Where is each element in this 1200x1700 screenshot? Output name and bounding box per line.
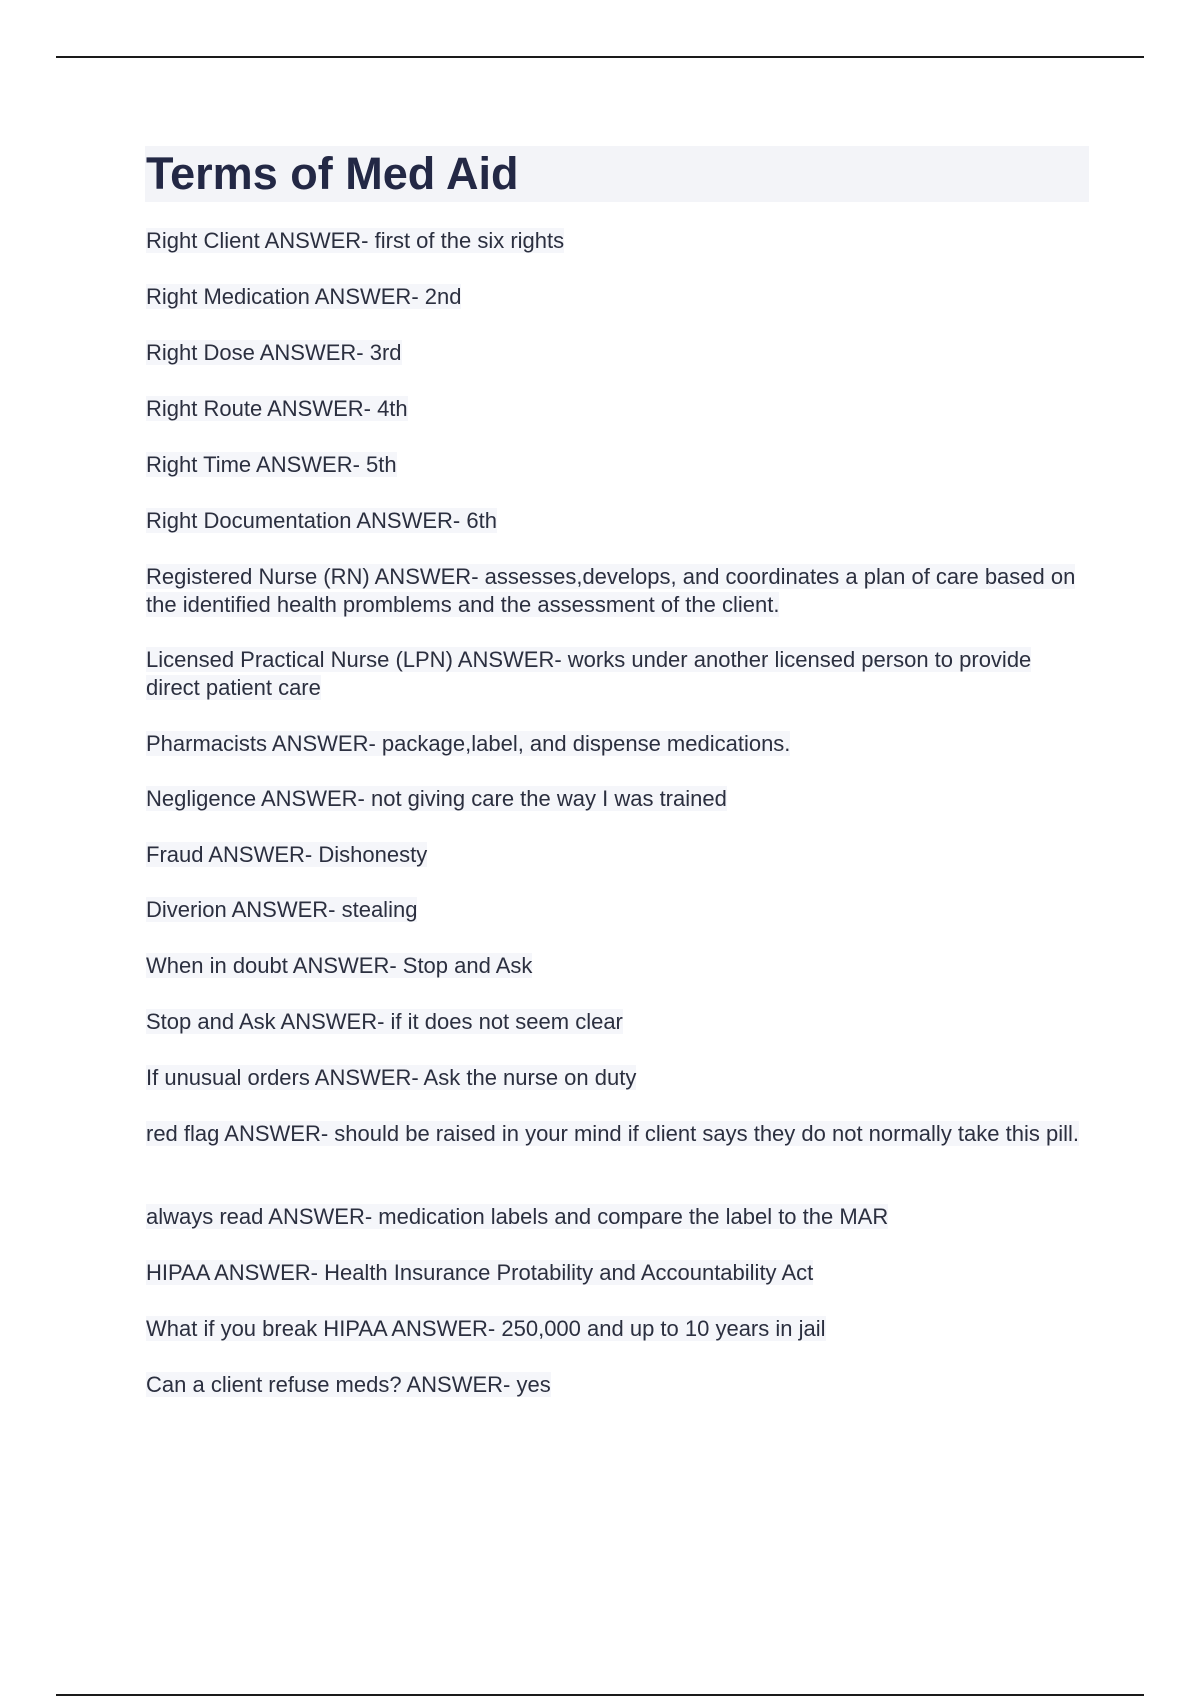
qa-entry-when-in-doubt: When in doubt ANSWER- Stop and Ask [146,953,533,978]
top-rule [56,56,1144,58]
qa-entry-right-documentation: Right Documentation ANSWER- 6th [146,508,497,533]
qa-entry-unusual-orders: If unusual orders ANSWER- Ask the nurse on duty [146,1065,637,1090]
qa-entry-pharmacists: Pharmacists ANSWER- package,label, and dispense medications. [146,731,791,756]
qa-entry-licensed-practical-nurse: Licensed Practical Nurse (LPN) ANSWER- works under another licensed person to provide direct patient care [146,647,1032,700]
qa-entry-right-route: Right Route ANSWER- 4th [146,396,408,421]
qa-entry-negligence: Negligence ANSWER- not giving care the way I was trained [146,786,727,811]
qa-entry-hipaa: HIPAA ANSWER- Health Insurance Protability and Accountability Act [146,1260,814,1285]
qa-entry-break-hipaa: What if you break HIPAA ANSWER- 250,000 and up to 10 years in jail [146,1316,826,1341]
qa-entry-registered-nurse: Registered Nurse (RN) ANSWER- assesses,develops, and coordinates a plan of care based on the identified health promblems and the assessment of the client. [146,564,1076,617]
qa-entry-always-read: always read ANSWER- medication labels and compare the label to the MAR [146,1204,889,1229]
qa-entry-right-medication: Right Medication ANSWER- 2nd [146,284,462,309]
qa-entry-diversion: Diverion ANSWER- stealing [146,897,418,922]
qa-entry-fraud: Fraud ANSWER- Dishonesty [146,842,428,867]
document-title: Terms of Med Aid [146,148,519,199]
qa-entry-right-time: Right Time ANSWER- 5th [146,452,397,477]
qa-entry-right-dose: Right Dose ANSWER- 3rd [146,340,402,365]
qa-entry-refuse-meds: Can a client refuse meds? ANSWER- yes [146,1372,551,1397]
qa-entry-stop-and-ask: Stop and Ask ANSWER- if it does not seem clear [146,1009,623,1034]
bottom-rule [56,1694,1144,1696]
qa-entry-right-client: Right Client ANSWER- first of the six rights [146,228,565,253]
qa-entry-red-flag: red flag ANSWER- should be raised in your mind if client says they do not normally take this pill. [146,1121,1079,1146]
